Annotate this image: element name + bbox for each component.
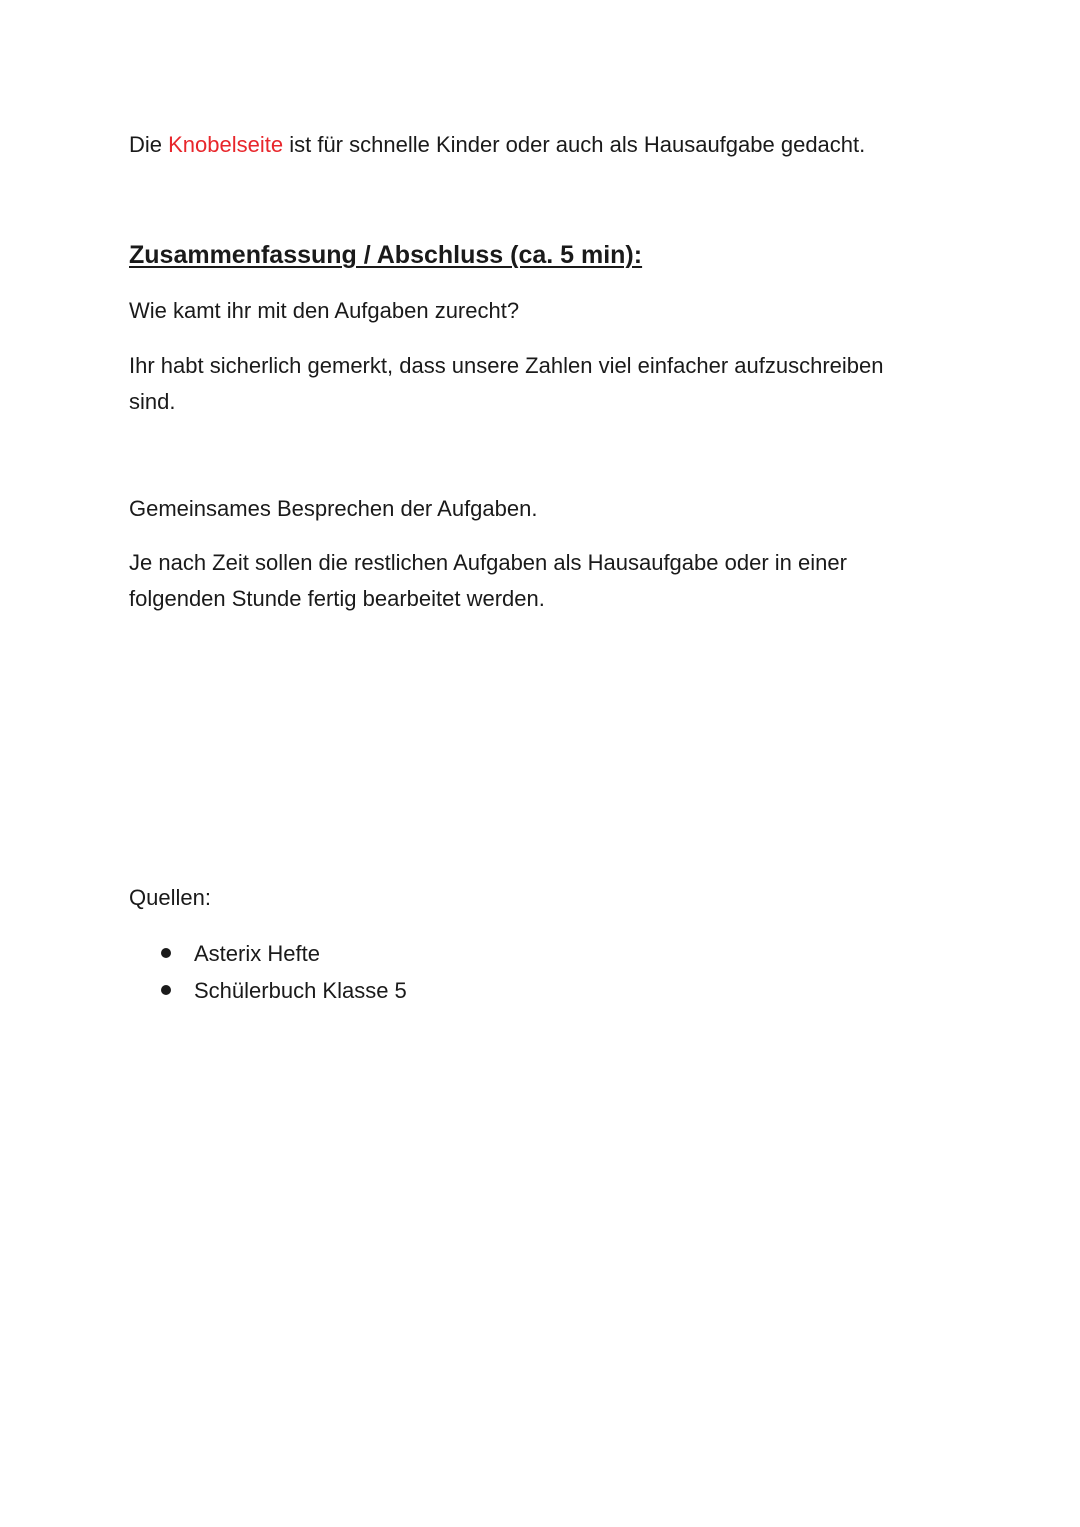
- list-item: [129, 935, 407, 972]
- source-item-label: Asterix Hefte: [194, 941, 320, 966]
- bullet-icon: [161, 948, 171, 958]
- sources-label: Quellen:: [129, 885, 211, 910]
- source-item-label: Schülerbuch Klasse 5: [194, 978, 407, 1003]
- section-heading: Zusammenfassung / Abschluss (ca. 5 min):: [129, 241, 643, 269]
- bullet-icon: [161, 985, 171, 995]
- intro-suffix: ist für schnelle Kinder oder auch als Hausaufgabe gedacht.: [283, 132, 866, 157]
- intro-prefix: Die: [129, 132, 169, 157]
- knobelseite-highlight: Knobelseite: [168, 132, 284, 157]
- discussion-paragraph: Gemeinsames Besprechen der Aufgaben.: [129, 496, 538, 521]
- sources-list: [129, 935, 407, 1009]
- homework-paragraph: Je nach Zeit sollen die restlichen Aufgaben als Hausaufgabe oder in einer folgenden Stunde fertig bearbeitet werden.: [129, 550, 847, 611]
- explanation-paragraph: Ihr habt sicherlich gemerkt, dass unsere Zahlen viel einfacher aufzuschreiben sind.: [129, 353, 884, 414]
- question-paragraph: Wie kamt ihr mit den Aufgaben zurecht?: [129, 298, 520, 323]
- intro-paragraph: [129, 127, 949, 163]
- list-item: [129, 972, 407, 1009]
